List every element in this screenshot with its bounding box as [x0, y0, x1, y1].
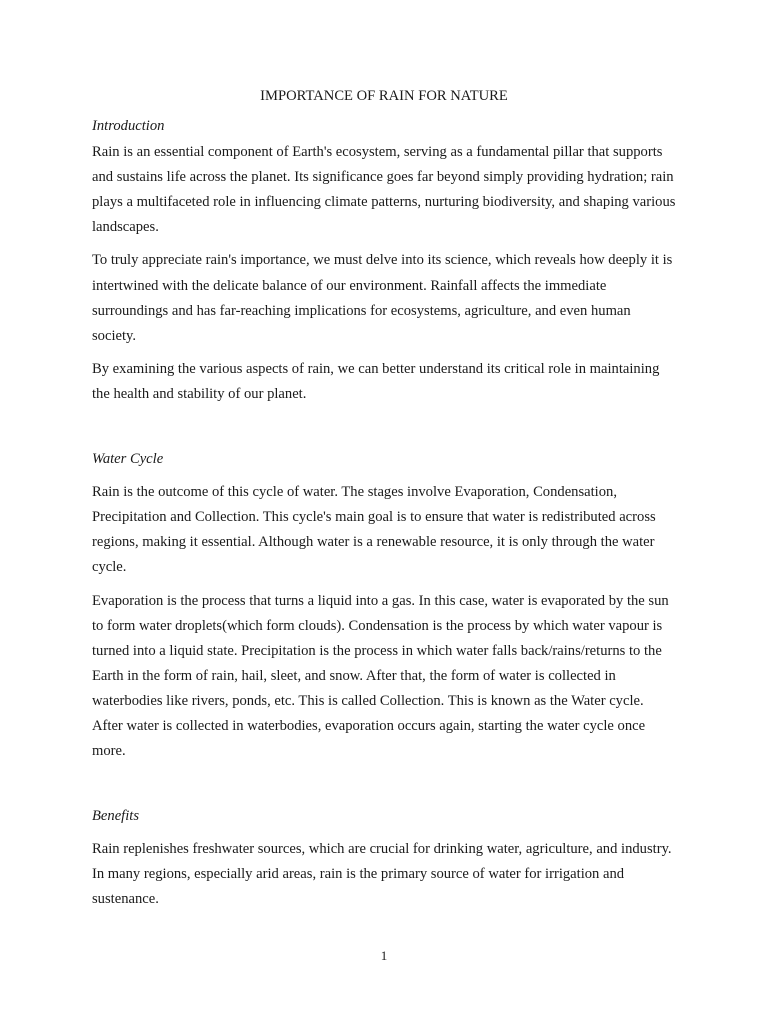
- section-heading-introduction: Introduction: [92, 118, 165, 134]
- section-heading-benefits: Benefits: [92, 808, 140, 825]
- document-body: [92, 86, 676, 921]
- paragraph: By examining the various aspects of rain, we can better understand its critical role in maintaining the health and stability of our planet.: [92, 360, 660, 402]
- paragraph: Rain is an essential component of Earth's ecosystem, serving as a fundamental pillar that supports and sustains life across the planet. Its significance goes far beyond simply providing hydration; rain plays a multifaceted role in influencing climate patterns, nurturing biodiversity, and shaping various landscapes.: [92, 144, 676, 236]
- document-title: IMPORTANCE OF RAIN FOR NATURE: [260, 88, 508, 104]
- paragraph: Rain is the outcome of this cycle of water. The stages involve Evaporation, Condensation, Precipitation and Collection. This cycle's main goal is to ensure that water is redistributed across regions, making it essential. Although water is a renewable resource, it is only through the water cycle.: [92, 484, 656, 576]
- section-spacer: [92, 772, 676, 804]
- paragraph: Evaporation is the process that turns a liquid into a gas. In this case, water is evaporated by the sun to form water droplets(which form clouds). Condensation is the process by which water vapour is turned into a liquid state. Precipitation is the process in which water falls back/rains/returns to the Earth in the form of rain, hail, sleet, and snow. After that, the form of water is collected in waterbodies like rivers, ponds, etc. This is called Collection. This is known as the Water cycle. After water is collected in waterbodies, evaporation occurs again, starting the water cycle once more.: [92, 592, 669, 760]
- section-spacer: [92, 415, 676, 447]
- page-number: 1: [380, 948, 388, 963]
- paragraph: To truly appreciate rain's importance, we must delve into its science, which reveals how deeply it is intertwined with the delicate balance of our environment. Rainfall affects the immediate surroundings and has far-reaching implications for ecosystems, agriculture, and even human society.: [92, 252, 673, 344]
- section-heading-water-cycle: Water Cycle: [92, 451, 164, 468]
- paragraph: Rain replenishes freshwater sources, which are crucial for drinking water, agriculture, and industry. In many regions, especially arid areas, rain is the primary source of water for irrigation and sustenance.: [92, 841, 672, 908]
